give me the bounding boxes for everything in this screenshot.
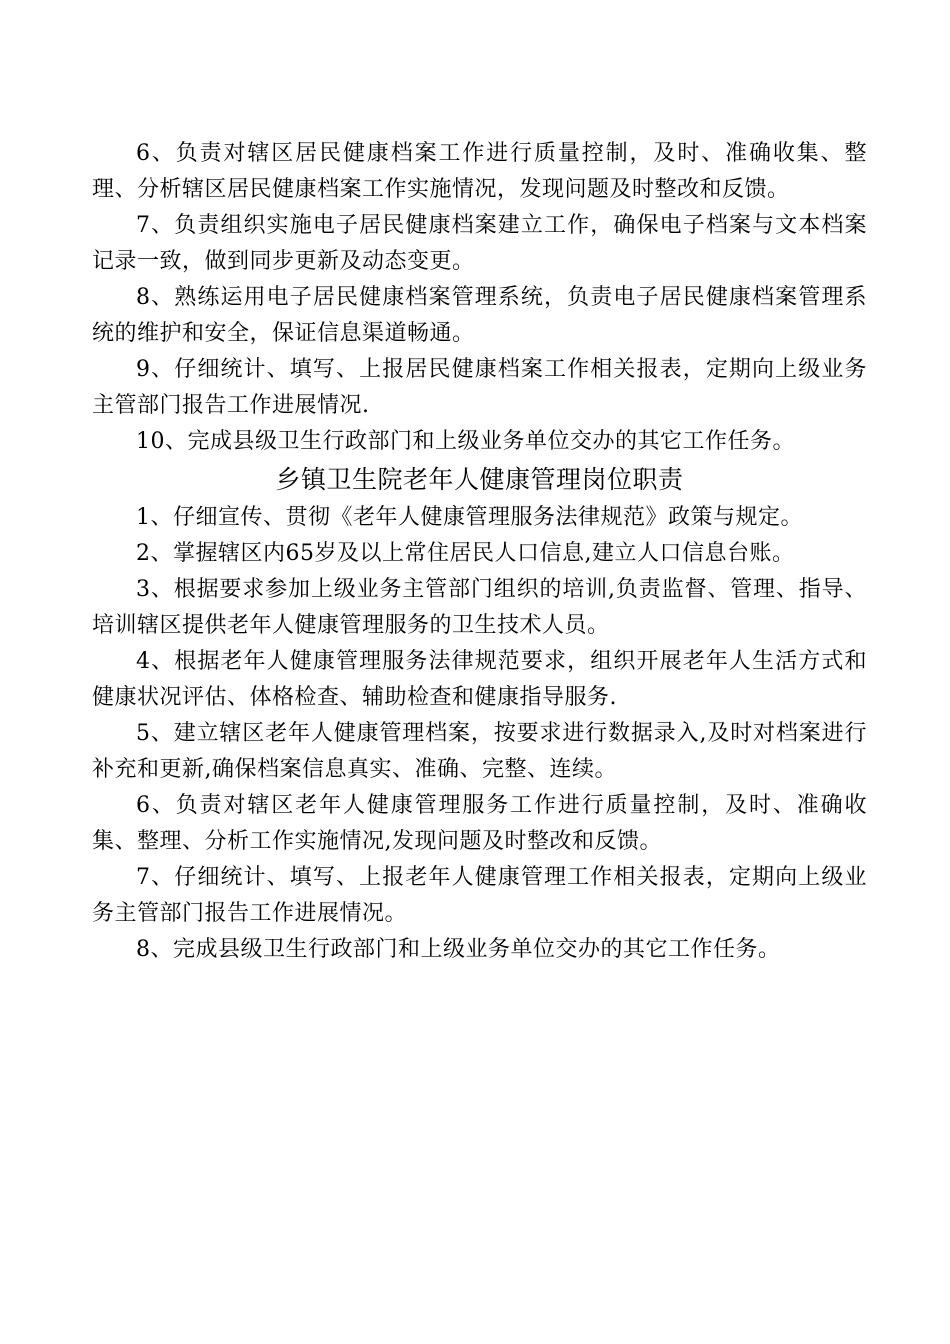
section2-item-3: 3、根据要求参加上级业务主管部门组织的培训,负责监督、管理、指导、培训辖区提供老年人健康管理服务的卫生技术人员。	[92, 577, 867, 638]
section1-item-10: 10、完成县级卫生行政部门和上级业务单位交办的其它工作任务。	[136, 429, 795, 454]
section2-item-4: 4、根据老年人健康管理服务法律规范要求，组织开展老年人生活方式和健康状况评估、体格检查、辅助检查和健康指导服务.	[92, 649, 867, 710]
section2-item-7: 7、仔细统计、填写、上报老年人健康管理工作相关报表，定期向上级业务主管部门报告工作进展情况。	[92, 865, 867, 926]
section1-item-7: 7、负责组织实施电子居民健康档案建立工作，确保电子档案与文本档案记录一致，做到同步更新及动态变更。	[92, 213, 867, 274]
section2-item-1: 1、仔细宣传、贯彻《老年人健康管理服务法律规范》政策与规定。	[136, 505, 803, 530]
section2-item-5: 5、建立辖区老年人健康管理档案，按要求进行数据录入,及时对档案进行补充和更新,确保档案信息真实、准确、完整、连续。	[92, 721, 867, 782]
section2-title: 乡镇卫生院老年人健康管理岗位职责	[275, 465, 684, 494]
section2-item-8: 8、完成县级卫生行政部门和上级业务单位交办的其它工作任务。	[136, 937, 781, 962]
section1-item-6: 6、负责对辖区居民健康档案工作进行质量控制，及时、准确收集、整理、分析辖区居民健康档案工作实施情况，发现问题及时整改和反馈。	[92, 141, 867, 202]
section1-item-8: 8、熟练运用电子居民健康档案管理系统，负责电子居民健康档案管理系统的维护和安全，保证信息渠道畅通。	[92, 285, 867, 346]
section1-item-9: 9、仔细统计、填写、上报居民健康档案工作相关报表，定期向上级业务主管部门报告工作进展情况.	[92, 357, 867, 418]
section2-item-2: 2、掌握辖区内65岁及以上常住居民人口信息,建立人口信息台账。	[136, 541, 795, 566]
section2-item-6: 6、负责对辖区老年人健康管理服务工作进行质量控制，及时、准确收集、整理、分析工作实施情况,发现问题及时整改和反馈。	[92, 793, 867, 854]
document-body	[92, 136, 867, 968]
